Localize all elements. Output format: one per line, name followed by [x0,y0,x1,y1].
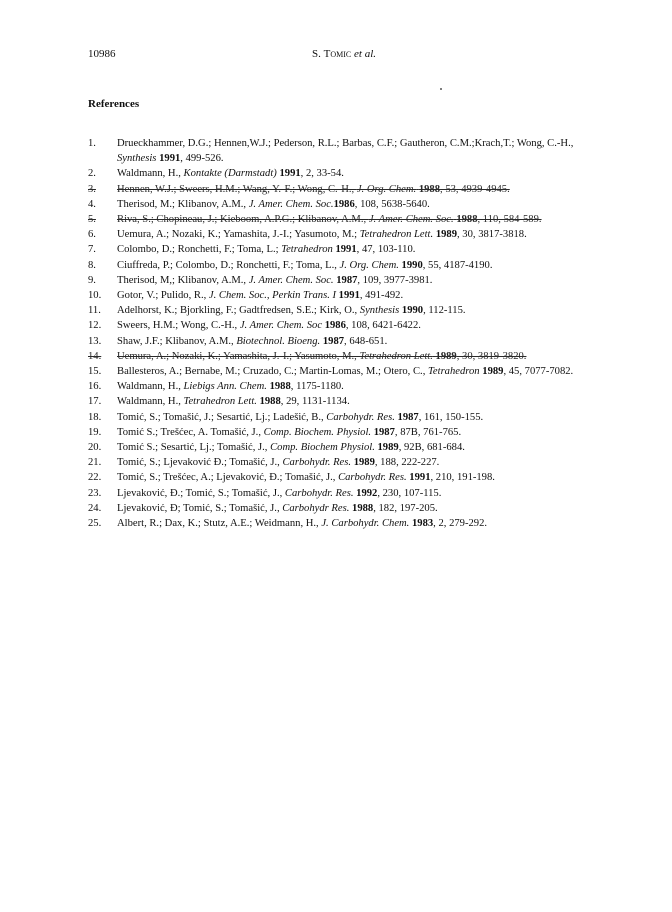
publication-year: 1989 [353,457,375,469]
reference-text [117,470,608,485]
journal-name: Liebigs Ann. Chem. [183,381,267,393]
reference-text [117,212,608,227]
publication-year: 1992 [356,487,378,499]
reference-item [88,273,608,288]
journal-name: Kontakte (Darmstadt) [183,168,277,180]
publication-year: 1991 [338,290,360,302]
reference-item [88,334,608,349]
running-head-etal: et al. [351,48,376,60]
reference-segment: , 1175-1180. [290,381,344,393]
reference-text [117,288,608,303]
publication-year: 1987 [322,335,345,347]
journal-name: J. Carbohydr. Chem. [321,518,410,530]
journal-name: Tetrahedron Lett. [359,229,434,241]
reference-text [117,516,608,531]
journal-name: J. Org. Chem. [356,183,417,195]
reference-number: 21. [88,457,102,469]
reference-segment: Waldmann, H., [117,168,184,180]
reference-number: 14. [88,350,102,362]
reference-segment: Colombo, D.; Ronchetti, F.; Toma, L.; [117,244,282,256]
publication-year: 1987 [397,411,419,423]
reference-segment: , 29, 1131-1134. [280,396,350,408]
reference-text [117,410,608,425]
reference-item [88,501,608,516]
reference-item [88,364,608,379]
reference-item [88,242,608,257]
reference-item [88,288,608,303]
reference-segment: , 53, 4939-4945. [440,183,510,195]
reference-text [117,136,608,166]
reference-segment: Albert, R.; Dax, K.; Stutz, A.E.; Weidmann, H., [117,518,322,530]
reference-segment: , 210, 191-198. [430,472,495,484]
reference-segment: , 499-526. [180,153,224,165]
section-title: References [88,98,140,110]
reference-segment: , 2, 33-54. [300,168,344,180]
journal-name: Carbohydr. Res. [326,411,395,423]
reference-item [88,197,608,212]
reference-segment: Uemura, A.; Nozaki, K.; Yamashita, J.-I.; Yasumoto, M.; [117,229,360,241]
reference-text [117,425,608,440]
reference-text [117,197,608,212]
reference-segment: Therisod, M,; Klibanov, A.M., [117,274,249,286]
journal-name: Tetrahedron [428,366,480,378]
journal-name: Carbohydr. Res. [282,457,352,469]
reference-item [88,303,608,318]
reference-segment: Uemura, A.; Nozaki, K.; Yamashita, J.-I.; Yasumoto, M., [117,350,360,362]
reference-item [88,486,608,501]
reference-segment: , 110, 584-589. [477,214,542,226]
reference-segment: Shaw, J.F.; Klibanov, A.M., [117,335,237,347]
reference-segment: , 92B, 681-684. [398,442,465,454]
reference-segment: Drueckhammer, D.G.; Hennen,W.J.; Pederson, R.L.; Barbas, C.F.; Gautheron, C.M.;Krach,T.; Wong, C.-H., [117,138,574,149]
reference-segment: , 188, 222-227. [374,457,440,469]
reference-number: 6. [88,229,96,241]
reference-item [88,455,608,470]
reference-text [117,455,608,470]
reference-item [88,379,608,394]
reference-segment: , 87B, 761-765. [394,426,462,438]
reference-segment: Tomić S.; Sesartić, Lj.; Tomašić, J., [117,442,271,454]
reference-number: 24. [88,502,102,514]
reference-list [88,136,608,531]
publication-year: 1991 [335,244,357,256]
publication-year: 1991 [159,153,181,165]
reference-number: 3. [88,183,96,195]
reference-text [117,227,608,242]
reference-item [88,182,608,197]
reference-text [117,334,608,349]
reference-item [88,516,608,531]
publication-year: 1988 [456,214,478,226]
reference-segment: Tomić, S.; Tomašić, J.; Sesartić, Lj.; Ladešić, B., [117,411,327,423]
reference-segment: Waldmann, H., [117,396,184,408]
reference-number: 23. [88,487,102,499]
reference-segment: Ljevaković, Đ; Tomić, S.; Tomašić, J., [117,502,283,514]
reference-number: 7. [88,244,96,256]
reference-item [88,227,608,242]
reference-segment: , 30, 3817-3818. [457,229,527,241]
reference-number: 16. [88,381,102,393]
reference-number: 5. [88,214,96,226]
reference-item [88,136,608,166]
reference-number: 25. [88,518,102,530]
journal-name: Comp. Biochem. Physiol. [263,426,372,438]
reference-segment: Tomić S.; Trešćec, A. Tomašić, J., [117,426,264,438]
journal-name: Carbohydr Res. [282,502,350,514]
reference-item [88,425,608,440]
reference-segment: , 161, 150-155. [418,411,484,423]
reference-item [88,470,608,485]
reference-number: 15. [88,366,102,378]
running-head [312,48,376,60]
journal-name: Tetrahedron Lett. [183,396,257,408]
journal-name: Tetrahedron Lett. [359,350,433,362]
reference-segment: , 491-492. [359,290,404,302]
publication-year: 1989 [482,366,504,378]
reference-number: 18. [88,411,102,423]
running-head-prefix: S. [312,48,324,60]
reference-number: 13. [88,335,102,347]
journal-name: J. Amer. Chem. Soc. [248,274,334,286]
journal-name: Biotechnol. Bioeng. [236,335,321,347]
reference-number: 19. [88,426,102,438]
journal-name: Synthesis [117,153,157,165]
reference-number: 11. [88,305,101,317]
reference-segment: Ljevaković, Đ.; Tomić, S.; Tomašić, J., [117,487,285,499]
reference-number: 20. [88,442,102,454]
journal-name: J. Amer. Chem. Soc. [368,214,454,226]
reference-item [88,166,608,181]
reference-segment: Tomić, S.; Trešćec, A.; Ljevaković, Đ.; Tomašić, J., [117,472,339,484]
reference-segment: Adelhorst, K.; Bjorkling, F.; Gadtfredsen, S.E.; Kirk, O., [117,305,360,317]
reference-text [117,182,608,197]
reference-text [117,379,608,394]
journal-name: Comp. Biochem Physiol. [270,442,375,454]
journal-name: Synthesis [359,305,400,317]
reference-segment: Waldmann, H., [117,381,184,393]
running-head-author: Tomic [323,48,352,60]
journal-name: J. Amer. Chem. Soc [239,320,323,332]
reference-segment: , 109, 3977-3981. [357,274,433,286]
publication-year: 1989 [435,229,457,241]
reference-item [88,410,608,425]
reference-segment: , 112-115. [423,305,466,317]
reference-item [88,440,608,455]
reference-segment: , 47, 103-110. [356,244,416,256]
reference-text [117,364,608,379]
publication-year: 1988 [352,502,374,514]
stray-mark [440,88,442,90]
journal-name: Carbohydr. Res. [338,472,407,484]
reference-item [88,258,608,273]
publication-year: 1989 [435,350,457,362]
publication-year: 1986 [324,320,346,332]
publication-year: 1990 [401,305,424,317]
reference-item [88,318,608,333]
page-number: 10986 [88,48,116,60]
reference-segment: , 108, 6421-6422. [345,320,421,332]
reference-text [117,501,608,516]
publication-year: 1988 [259,396,281,408]
reference-number: 4. [88,198,96,210]
reference-segment: Sweers, H.M.; Wong, C.-H., [117,320,240,332]
reference-number: 17. [88,396,102,408]
reference-segment: , 55, 4187-4190. [422,259,493,271]
reference-segment: , 2, 279-292. [433,518,488,530]
journal-name: J. Chem. Soc., Perkin Trans. I [208,290,337,302]
reference-segment: Hennen, W.J.; Sweers, H.M.; Wang, Y.-F.; Wong, C.-H., [117,183,357,195]
publication-year: 1983 [411,518,434,530]
publication-year: 1987 [373,426,395,438]
reference-segment: , 648-651. [344,335,388,347]
reference-number: 8. [88,259,96,271]
reference-segment: , 45, 7077-7082. [503,366,574,378]
reference-text [117,258,608,273]
publication-year: 1986 [333,198,355,210]
reference-text [117,166,608,181]
publication-year: 1990 [401,259,423,271]
reference-segment: , 30, 3819-3820. [456,350,527,362]
reference-text [117,486,608,501]
journal-name: Carbohydr. Res. [284,487,354,499]
journal-name: Tetrahedron [281,244,333,256]
publication-year: 1988 [418,183,441,195]
reference-segment: Ballesteros, A.; Bernabe, M.; Cruzado, C.; Martin-Lomas, M.; Otero, C., [117,366,428,378]
publication-year: 1991 [409,472,431,484]
publication-year: 1991 [279,168,301,180]
reference-segment: , 230, 107-115. [377,487,442,499]
publication-year: 1989 [377,442,399,454]
reference-text [117,303,608,318]
reference-text [117,394,608,409]
reference-text [117,318,608,333]
reference-item [88,394,608,409]
reference-segment: Riva, S.; Chopineau, J.; Kieboom, A.P.G.; Klibanov, A.M., [117,214,369,226]
reference-segment: Ciuffreda, P.; Colombo, D.; Ronchetti, F.; Toma, L., [117,259,340,271]
reference-item [88,349,608,364]
journal-name: J. Org. Chem. [339,259,399,271]
reference-number: 10. [88,290,102,302]
reference-segment: , 182, 197-205. [373,502,438,514]
reference-segment: Tomić, S.; Ljevaković Đ.; Tomašić, J., [117,457,283,469]
reference-text [117,349,608,364]
publication-year: 1987 [336,274,358,286]
reference-segment: Therisod, M.; Klibanov, A.M., [117,198,249,210]
reference-item [88,212,608,227]
reference-text [117,273,608,288]
reference-text [117,440,608,455]
reference-number: 12. [88,320,102,332]
journal-name: J. Amer. Chem. Soc. [248,198,334,210]
reference-segment: , 108, 5638-5640. [354,198,430,210]
publication-year: 1988 [269,381,291,393]
reference-number: 1. [88,138,96,149]
reference-number: 2. [88,168,96,180]
reference-number: 9. [88,274,96,286]
reference-segment: Gotor, V.; Pulido, R., [117,290,209,302]
reference-text [117,242,608,257]
reference-number: 22. [88,472,102,484]
